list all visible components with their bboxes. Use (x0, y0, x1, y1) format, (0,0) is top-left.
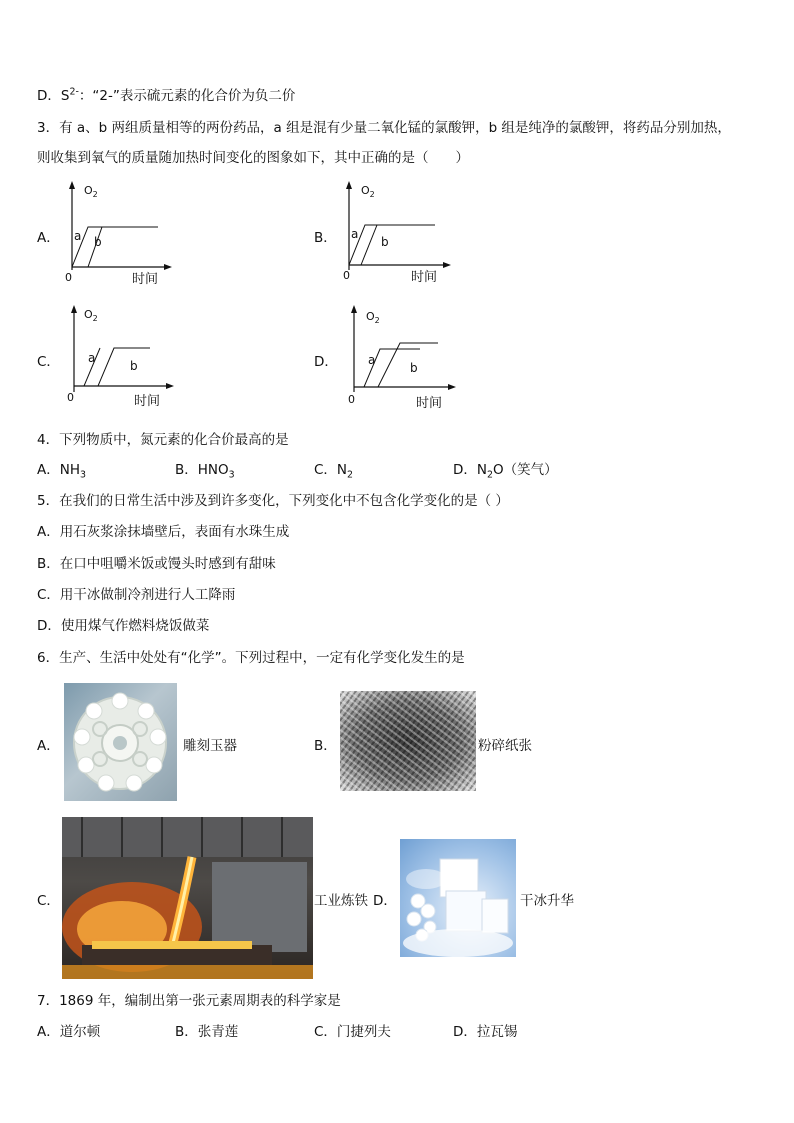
origin-label: 0 (343, 269, 350, 282)
curve-b (98, 348, 150, 386)
label-a: a (74, 229, 82, 243)
q6-option-b-label[interactable]: B． (314, 738, 337, 754)
x-label: 时间 (132, 272, 159, 287)
x-axis-arrow-icon (164, 264, 172, 270)
q7-option-b[interactable]: B．张青莲 (175, 1024, 239, 1040)
origin-label: 0 (67, 391, 74, 404)
shredded-paper-image (340, 691, 476, 791)
q4-option-a[interactable]: A．$NH_3$ (37, 462, 87, 481)
jade-carving-image (64, 683, 177, 801)
q4-option-d[interactable]: D．$N_2O$（笑气） (453, 462, 558, 481)
label-a: a (88, 351, 96, 365)
curve-a (349, 225, 435, 265)
dry-ice-image (400, 839, 516, 957)
curve-b (361, 225, 377, 265)
q3-option-b-label[interactable]: B． (314, 230, 337, 246)
q6-stem: 6．生产、生活中处处有“化学”。下列过程中，一定有化学变化发生的是 (37, 650, 465, 666)
x-axis-arrow-icon (448, 384, 456, 390)
q6-option-d-label[interactable]: D． (373, 893, 397, 909)
q5-option-b[interactable]: B．在口中咀嚼米饭或馒头时感到有甜味 (37, 556, 276, 572)
q7-option-d[interactable]: D．拉瓦锡 (453, 1024, 518, 1040)
q3-option-c-label[interactable]: C． (37, 354, 60, 370)
q3-stem-line1: 3．有 a、b 两组质量相等的两份药品，a 组是混有少量二氧化锰的氯酸钾，b 组是纯净的氯酸钾，将药品分别加热， (37, 120, 731, 136)
label-b: b (130, 359, 138, 373)
q5-stem: 5．在我们的日常生活中涉及到许多变化，下列变化中不包含化学变化的是（ ） (37, 493, 509, 509)
q6-option-c-label[interactable]: C． (37, 893, 60, 909)
q6-option-b-text: 粉碎纸张 (478, 738, 532, 754)
q6-option-a-label[interactable]: A． (37, 738, 60, 754)
y-label: $O_2$ (361, 184, 375, 199)
y-label: $O_2$ (84, 308, 98, 323)
origin-label: 0 (65, 271, 72, 284)
q3-option-d-label[interactable]: D． (314, 354, 338, 370)
label-b: b (94, 235, 102, 249)
curve-a (72, 227, 158, 267)
y-axis-arrow-icon (69, 181, 75, 189)
q3-graph-d (340, 304, 470, 413)
q7-option-c[interactable]: C．门捷列夫 (314, 1024, 391, 1040)
q7-stem: 7．1869 年，编制出第一张元素周期表的科学家是 (37, 993, 341, 1009)
y-axis-arrow-icon (71, 305, 77, 313)
q3-graph-c (60, 304, 190, 413)
y-label: $O_2$ (84, 184, 98, 199)
q2-option-d: D．$S^{2-}$：“2-”表示硫元素的化合价为负二价 (37, 86, 296, 104)
q6-option-c-text: 工业炼铁 (314, 893, 368, 909)
label-a: a (351, 227, 359, 241)
y-label: $O_2$ (366, 310, 380, 325)
q3-graph-b (337, 180, 467, 289)
q3-option-a-label[interactable]: A． (37, 230, 60, 246)
q4-option-b[interactable]: B．$HNO_3$ (175, 462, 235, 481)
curve-b (378, 343, 438, 387)
q3-stem-line2: 则收集到氧气的质量随加热时间变化的图象如下，其中正确的是（ ） (37, 150, 469, 166)
iron-smelting-image (62, 817, 313, 979)
label-a: a (368, 353, 376, 367)
y-axis-arrow-icon (346, 181, 352, 189)
q3-graph-a (60, 180, 190, 289)
origin-label: 0 (348, 393, 355, 406)
q4-stem: 4．下列物质中，氮元素的化合价最高的是 (37, 432, 289, 448)
x-axis-arrow-icon (443, 262, 451, 268)
q4-option-c[interactable]: C．$N_2$ (314, 462, 354, 481)
label-b: b (410, 361, 418, 375)
q5-option-c[interactable]: C．用干冰做制冷剂进行人工降雨 (37, 587, 236, 603)
label-b: b (381, 235, 389, 249)
q6-option-d-text: 干冰升华 (520, 893, 574, 909)
y-axis-arrow-icon (351, 305, 357, 313)
q5-option-d[interactable]: D．使用煤气作燃料烧饭做菜 (37, 618, 210, 634)
x-label: 时间 (416, 396, 443, 411)
x-axis-arrow-icon (166, 383, 174, 389)
q7-option-a[interactable]: A．道尔顿 (37, 1024, 101, 1040)
q5-option-a[interactable]: A．用石灰浆涂抹墙壁后，表面有水珠生成 (37, 524, 290, 540)
x-label: 时间 (134, 394, 161, 409)
x-label: 时间 (411, 270, 438, 285)
q6-option-a-text: 雕刻玉器 (183, 738, 237, 754)
